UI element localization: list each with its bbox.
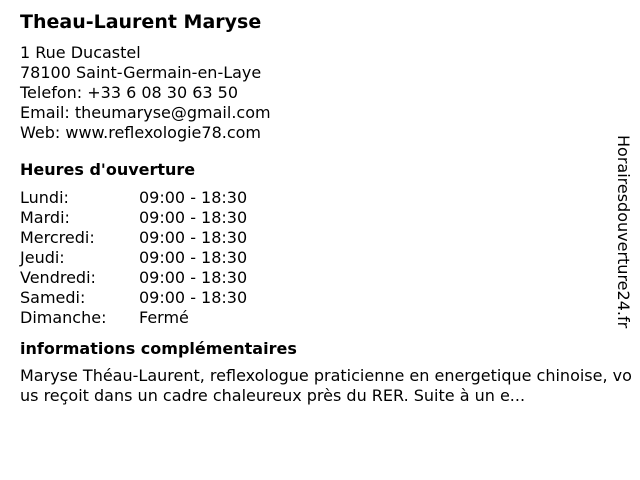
hours-row-tuesday (20, 208, 625, 228)
hours-row-thursday (20, 248, 625, 268)
day-label: Lundi: (20, 188, 69, 207)
watermark-text: Horairesdouverture24.fr (614, 135, 633, 329)
hours-heading: Heures d'ouverture (20, 160, 196, 179)
site-watermark (611, 135, 635, 375)
day-label: Jeudi: (20, 248, 65, 267)
hours-row-friday (20, 268, 625, 288)
contact-block (20, 43, 625, 143)
email-line[interactable]: Email: theumaryse@gmail.com (20, 103, 271, 122)
time-range: 09:00 - 18:30 (139, 288, 248, 307)
opening-hours-table (20, 188, 625, 328)
day-label: Mardi: (20, 208, 70, 227)
additional-info-text: Maryse Théau-Laurent, reflexologue praticienne en energetique chinoise, vous reçoit dans un cadre chaleureux près du RER. Suite à un e... (20, 366, 632, 405)
address-line-2: 78100 Saint-Germain-en-Laye (20, 63, 262, 82)
time-range: 09:00 - 18:30 (139, 208, 248, 227)
time-range: 09:00 - 18:30 (139, 188, 248, 207)
website-line[interactable]: Web: www.reflexologie78.com (20, 123, 262, 142)
time-range: 09:00 - 18:30 (139, 248, 248, 267)
time-range: 09:00 - 18:30 (139, 268, 248, 287)
time-range: Fermé (139, 308, 189, 327)
hours-row-monday (20, 188, 625, 208)
day-label: Samedi: (20, 288, 86, 307)
additional-info-heading: informations complémentaires (20, 339, 297, 358)
day-label: Dimanche: (20, 308, 107, 327)
hours-row-wednesday (20, 228, 625, 248)
day-label: Vendredi: (20, 268, 96, 287)
address-line-1: 1 Rue Ducastel (20, 43, 141, 62)
business-name: Theau-Laurent Maryse (20, 11, 262, 33)
phone-line[interactable]: Telefon: +33 6 08 30 63 50 (20, 83, 239, 102)
hours-row-saturday (20, 288, 625, 308)
hours-row-sunday (20, 308, 625, 328)
day-label: Mercredi: (20, 228, 95, 247)
time-range: 09:00 - 18:30 (139, 228, 248, 247)
business-card (20, 10, 632, 406)
